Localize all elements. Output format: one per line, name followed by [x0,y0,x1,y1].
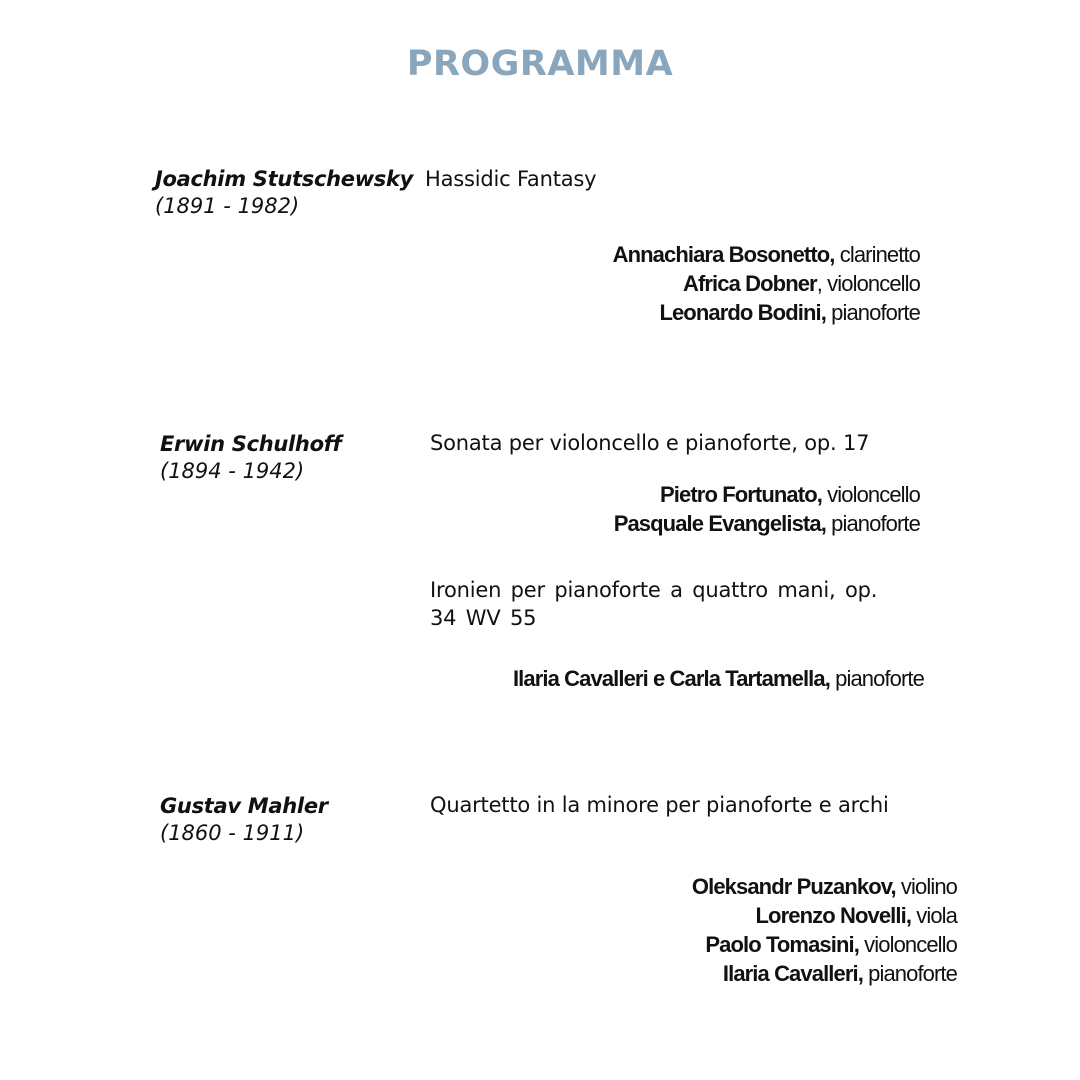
composer-block [155,166,413,220]
composer-name: Gustav Mahler [160,794,328,818]
piece-title: Ironien per pianoforte a quattro mani, op. 34 WV 55 [430,578,878,630]
performer-instrument: viola [911,903,957,928]
performer-list [614,480,920,538]
performer-instrument: clarinetto [834,242,920,267]
performer-list [613,240,920,327]
performer [692,872,957,901]
performer-name: Oleksandr Puzankov, [691,874,896,899]
composer-block [160,793,328,847]
performer-instrument: violoncello [858,932,957,957]
composer-dates: (1894 - 1942) [160,459,305,483]
performer-name: Pasquale Evangelista, [613,511,826,536]
performer-name: Leonardo Bodini, [659,300,826,325]
performer [692,901,957,930]
performer-instrument: pianoforte [825,511,920,536]
page-title: PROGRAMMA [406,44,674,84]
piece-title: Hassidic Fantasy [425,167,597,191]
performer-instrument: pianoforte [829,666,924,691]
performer-name: Lorenzo Novelli, [755,903,912,928]
composer-name: Erwin Schulhoff [160,432,342,456]
performer-instrument: violoncello [821,482,920,507]
performer-instrument: pianoforte [825,300,920,325]
composer-dates: (1860 - 1911) [160,821,305,845]
performer [692,959,957,988]
performer-name: Paolo Tomasini, [705,932,859,957]
performer-instrument: pianoforte [862,961,957,986]
performer-name: Ilaria Cavalleri e Carla Tartamella, [512,666,830,691]
performer-name: Annachiara Bosonetto, [612,242,835,267]
performer [614,509,920,538]
composer-name: Joachim Stutschewsky [155,167,414,191]
performer [613,240,920,269]
composer-block [160,431,341,485]
performer-instrument: violino [895,874,957,899]
performer-instrument: , violoncello [816,271,920,296]
performer-name: Pietro Fortunato, [660,482,822,507]
performer [692,930,957,959]
performer-list [692,872,957,988]
piece-title: Quartetto in la minore per pianoforte e archi [430,793,889,817]
composer-dates: (1891 - 1982) [155,194,300,218]
piece-title: Sonata per violoncello e pianoforte, op. 17 [430,431,870,455]
performer-name: Africa Dobner [682,271,817,296]
performer [613,298,920,327]
performer [613,269,920,298]
performer-list [513,664,924,693]
performer [513,664,924,693]
performer-name: Ilaria Cavalleri, [722,961,863,986]
performer [614,480,920,509]
